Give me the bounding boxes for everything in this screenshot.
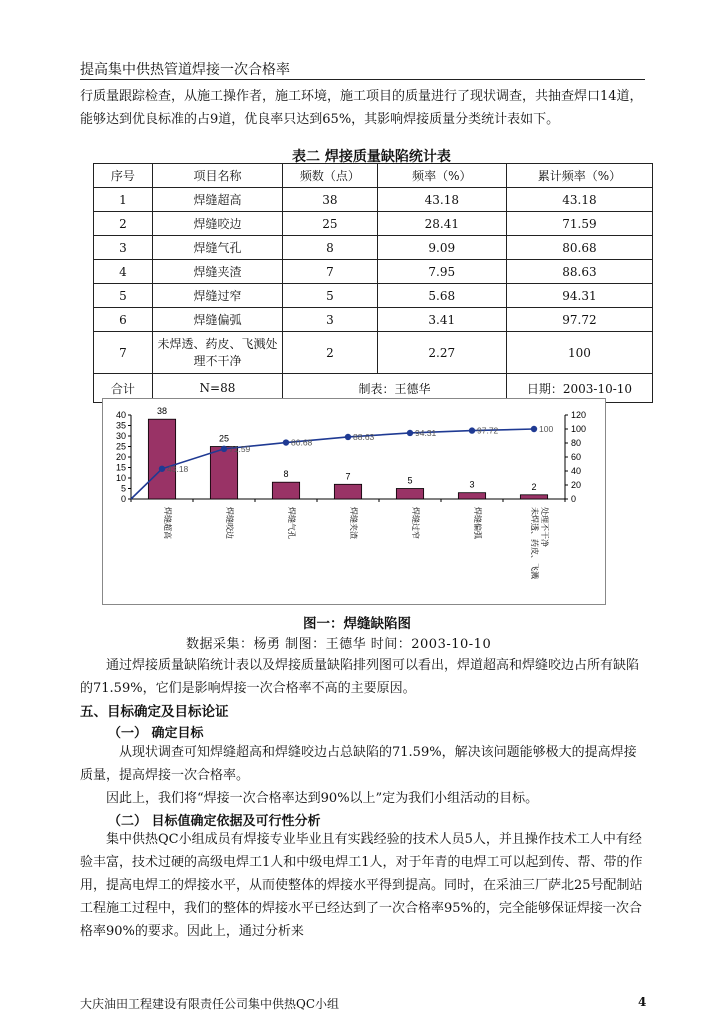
y-tick-label-left: 0	[120, 494, 126, 504]
bar	[210, 447, 237, 500]
bar-value-label: 3	[469, 479, 475, 490]
table-cell: 5	[283, 284, 378, 308]
table-cell: 28.41	[377, 212, 506, 236]
cumulative-value-label: 71.59	[229, 443, 251, 454]
cumulative-point	[407, 430, 413, 436]
cumulative-value-label: 97.72	[477, 425, 499, 436]
data-credit: 数据采集：杨勇 制图：王德华 时间：2003-10-10	[186, 637, 492, 652]
x-category-label	[530, 507, 550, 579]
table-row	[94, 332, 653, 374]
y-tick-label-left: 10	[115, 473, 126, 483]
header-cell: 频率（%）	[377, 164, 506, 188]
y-tick-label-right: 80	[571, 438, 582, 448]
bar-value-label: 8	[283, 469, 289, 480]
table-date-cell: 日期：2003-10-10	[506, 374, 652, 403]
cumulative-point	[283, 439, 289, 445]
table-cell: 71.59	[506, 212, 652, 236]
table-cell: 3	[283, 308, 378, 332]
table-cell: 80.68	[506, 236, 652, 260]
y-tick-label-left: 40	[115, 410, 126, 420]
table-cell: 3	[94, 236, 153, 260]
total-n-cell: N=88	[152, 374, 282, 403]
y-tick-label-right: 60	[571, 452, 582, 462]
table-cell: 43.18	[377, 188, 506, 212]
bar-value-label: 38	[156, 406, 168, 417]
y-tick-label-left: 20	[115, 452, 126, 462]
x-category-label	[225, 507, 235, 539]
table-row	[94, 212, 653, 236]
table-cell: 94.31	[506, 284, 652, 308]
table-cell: 100	[506, 332, 652, 374]
cumulative-value-label: 80.68	[291, 437, 313, 448]
table-cell: 2.27	[377, 332, 506, 374]
y-tick-label-right: 0	[571, 494, 577, 504]
cumulative-point	[469, 427, 475, 433]
x-category-label-text: 未焊透、药皮、飞溅	[530, 507, 539, 579]
x-category-label	[349, 507, 359, 539]
figure-caption: 图一：焊缝缺陷图	[303, 616, 411, 632]
cumulative-point	[345, 434, 351, 440]
x-category-label	[473, 507, 483, 539]
table-cell: 焊缝夹渣	[152, 260, 282, 284]
cumulative-value-label: 94.31	[415, 427, 437, 438]
feasibility-paragraph: 集中供热QC小组成员有焊接专业毕业且有实践经验的技术人员5人，并且操作技术工人中有经验丰富，技术过硬的高级电焊工1人和中级电焊工1人，对于年青的电焊工可以起到传、帮、带的作用，提高电焊工的焊接水平，从而使整体的焊接水平得到提高。同时，在采油三厂萨北25号配制站工程施工过程中，我们的整体的焊接水平已经达到了一次合格率95%的，完全能够保证焊接一次合格率90%的要求。因此上，通过分析来	[80, 832, 643, 939]
header-cell: 序号	[94, 164, 153, 188]
y-tick-label-left: 35	[115, 420, 126, 431]
x-category-label-text: 焊缝咬边	[225, 507, 234, 539]
table-cell: 25	[283, 212, 378, 236]
subsection-title-1: （一） 确定目标	[108, 726, 204, 741]
analysis-paragraph: 通过焊接质量缺陷统计表以及焊接质量缺陷排列图可以看出，焊道超高和焊缝咬边占所有缺陷的71.59%，它们是影响焊接一次合格率不高的主要原因。	[80, 658, 640, 696]
table-header-row	[94, 164, 653, 188]
table-cell: 8	[283, 236, 378, 260]
y-tick-label-right: 20	[571, 480, 582, 490]
cumulative-point	[159, 466, 165, 472]
x-category-label	[287, 507, 297, 539]
header-cell: 频数（点）	[283, 164, 378, 188]
x-category-label-text: 焊缝偏弧	[473, 507, 482, 539]
x-category-label-text: 焊缝过窄	[411, 507, 420, 539]
x-category-label-text: 处理不干净	[540, 507, 549, 547]
bar-value-label: 5	[407, 475, 413, 486]
table-cell: 焊缝气孔	[152, 236, 282, 260]
table-cell: 6	[94, 308, 153, 332]
y-tick-label-right: 120	[571, 410, 587, 420]
intro-paragraph: 行质量跟踪检查，从施工操作者，施工环境，施工项目的质量进行了现状调查，共抽查焊口14道，能够达到优良标准的占9道，优良率只达到65%，其影响焊接质量分类统计表如下。	[80, 89, 643, 127]
table-cell: 88.63	[506, 260, 652, 284]
cumulative-value-label: 43.18	[167, 463, 189, 474]
table-row	[94, 308, 653, 332]
table-cell: 7	[283, 260, 378, 284]
bar	[272, 482, 299, 499]
table-cell: 焊缝过窄	[152, 284, 282, 308]
table-row	[94, 236, 653, 260]
total-label-cell: 合计	[94, 374, 153, 403]
table-cell: 焊缝偏弧	[152, 308, 282, 332]
bar	[148, 419, 175, 499]
table-cell: 9.09	[377, 236, 506, 260]
x-category-label	[411, 507, 421, 539]
table-cell: 43.18	[506, 188, 652, 212]
table-cell: 7.95	[377, 260, 506, 284]
bar	[396, 489, 423, 500]
x-category-label	[163, 507, 173, 539]
subsection-title-2: （二） 目标值确定依据及可行性分析	[108, 814, 321, 829]
table-cell: 2	[283, 332, 378, 374]
table-cell: 1	[94, 188, 153, 212]
y-tick-label-right: 40	[571, 466, 582, 476]
table-cell: 7	[94, 332, 153, 374]
table-cell: 5	[94, 284, 153, 308]
y-tick-label-left: 5	[120, 483, 126, 494]
cumulative-value-label: 88.63	[353, 431, 375, 442]
footer-company: 大庆油田工程建设有限责任公司集中供热QC小组	[80, 997, 340, 1011]
chart-canvas	[103, 399, 605, 604]
section-title: 五、目标确定及目标论证	[80, 704, 229, 720]
y-tick-label-left: 25	[115, 441, 126, 452]
header-divider	[80, 79, 645, 80]
defect-pareto-chart	[102, 398, 606, 605]
bar-value-label: 25	[218, 433, 230, 444]
x-category-label-text: 焊缝夹渣	[349, 507, 358, 539]
cumulative-value-label: 100	[539, 424, 554, 434]
y-tick-label-right: 100	[571, 424, 587, 434]
y-tick-label-left: 15	[115, 462, 126, 473]
x-category-label-text: 焊缝气孔	[287, 507, 296, 539]
page-number: 4	[638, 995, 647, 1009]
bar-value-label: 2	[531, 481, 537, 492]
defect-statistics-table	[93, 163, 653, 403]
table-cell: 未焊透、药皮、飞溅处理不干净	[152, 332, 282, 374]
y-tick-label-left: 30	[115, 431, 126, 441]
goal-paragraph: 从现状调查可知焊缝超高和焊缝咬边占总缺陷的71.59%，解决该问题能够极大的提高焊接质量，提高焊接一次合格率。	[80, 745, 637, 783]
bar	[458, 493, 485, 499]
table-cell: 4	[94, 260, 153, 284]
cumulative-point	[531, 426, 537, 432]
table-cell: 焊缝咬边	[152, 212, 282, 236]
table-caption: 表二 焊接质量缺陷统计表	[292, 149, 451, 165]
table-cell: 3.41	[377, 308, 506, 332]
table-cell: 97.72	[506, 308, 652, 332]
table-row	[94, 260, 653, 284]
table-row	[94, 284, 653, 308]
cumulative-point	[221, 446, 227, 452]
page-header-title: 提高集中供热管道焊接一次合格率	[80, 62, 290, 78]
table-cell: 38	[283, 188, 378, 212]
goal-statement: 因此上，我们将“焊接一次合格率达到90%以上”定为我们小组活动的目标。	[106, 791, 539, 806]
table-cell: 5.68	[377, 284, 506, 308]
table-cell: 焊缝超高	[152, 188, 282, 212]
x-category-label-text: 焊缝超高	[163, 507, 172, 539]
table-row	[94, 188, 653, 212]
bar-value-label: 7	[345, 471, 351, 482]
table-cell: 2	[94, 212, 153, 236]
header-cell: 项目名称	[152, 164, 282, 188]
bar	[520, 495, 547, 499]
header-cell: 累计频率（%）	[506, 164, 652, 188]
table-maker-cell: 制表：王德华	[283, 374, 507, 403]
bar	[334, 484, 361, 499]
